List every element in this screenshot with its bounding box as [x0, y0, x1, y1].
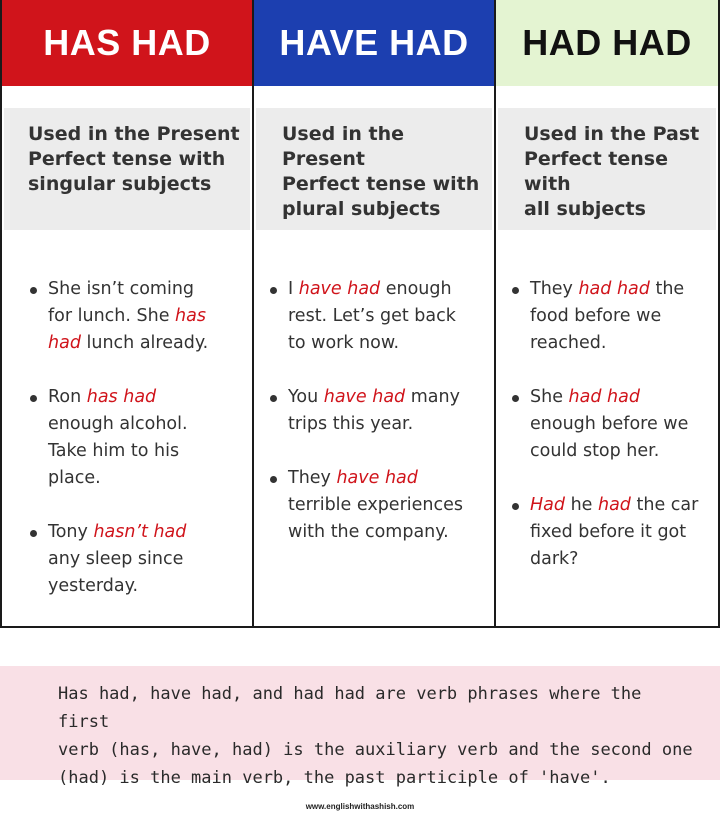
example-item	[2, 519, 252, 600]
example-text: yesterday.	[48, 576, 139, 596]
highlighted-verb: has	[175, 306, 206, 326]
example-item	[496, 276, 718, 357]
subtitle-line: Used in the Present	[282, 123, 404, 170]
subtitle-line: singular subjects	[28, 173, 212, 195]
note-line: (had) is the main verb, the past participle of 'have'.	[58, 768, 611, 788]
example-text: She	[530, 387, 569, 407]
highlighted-verb: had had	[568, 387, 640, 407]
bullet-icon	[512, 287, 519, 294]
example-item	[254, 276, 494, 357]
column-had-had	[494, 0, 720, 626]
example-text: dark?	[530, 549, 579, 569]
column-has-had	[0, 0, 252, 626]
example-text: could stop her.	[530, 441, 660, 461]
note-line: verb (has, have, had) is the auxiliary verb and the second one	[58, 740, 693, 760]
column-have-had	[252, 0, 494, 626]
highlighted-verb: have had	[323, 387, 406, 407]
example-item	[496, 492, 718, 573]
example-text: many	[405, 387, 460, 407]
summary-note	[0, 666, 720, 788]
subtitle-line: Perfect tense with	[28, 148, 226, 170]
example-text: reached.	[530, 333, 607, 353]
highlighted-verb: has had	[86, 387, 157, 407]
highlighted-verb: had had	[578, 279, 650, 299]
highlighted-verb: have had	[336, 468, 418, 488]
subtitle-line: Perfect tense with	[524, 148, 668, 195]
column-subtitle	[256, 108, 492, 230]
footer-website: www.englishwithashish.com	[305, 802, 415, 811]
bullet-icon	[30, 530, 37, 537]
subtitle-line: Perfect tense with	[282, 173, 480, 195]
example-text: with the company.	[288, 522, 449, 542]
bullet-icon	[270, 287, 277, 294]
bullet-icon	[270, 395, 277, 402]
example-text: You	[288, 387, 324, 407]
highlighted-verb: had	[48, 333, 81, 353]
example-list	[2, 276, 252, 627]
bullet-icon	[30, 395, 37, 402]
example-text: enough alcohol.	[48, 414, 188, 434]
example-text: the car	[630, 495, 699, 515]
highlighted-verb: have had	[298, 279, 381, 299]
example-text: Take him to his	[48, 441, 180, 461]
bullet-icon	[512, 395, 519, 402]
example-text: Ron	[48, 387, 87, 407]
example-text: he	[565, 495, 598, 515]
example-text: enough before we	[530, 414, 689, 434]
subtitle-line: Used in the Present	[28, 123, 240, 145]
bullet-icon	[512, 503, 519, 510]
subtitle-line: plural subjects	[282, 198, 441, 220]
column-title: HAS HAD	[2, 0, 252, 86]
example-item	[2, 276, 252, 357]
example-text: She isn’t coming	[48, 279, 195, 299]
example-item	[254, 465, 494, 546]
example-text: place.	[48, 468, 101, 488]
example-text: They	[530, 279, 579, 299]
example-text: lunch already.	[80, 333, 209, 353]
bullet-icon	[30, 287, 37, 294]
column-title: HAVE HAD	[254, 0, 494, 86]
example-text: terrible experiences	[288, 495, 463, 515]
column-subtitle	[4, 108, 250, 230]
highlighted-verb: Had	[530, 495, 565, 515]
subtitle-line: Used in the Past	[524, 123, 700, 145]
example-text: trips this year.	[288, 414, 414, 434]
example-item	[496, 384, 718, 465]
note-line: Has had, have had, and had had are verb phrases where the first	[58, 684, 642, 732]
example-text: I	[288, 279, 299, 299]
example-list	[254, 276, 494, 573]
example-list	[496, 276, 718, 600]
example-text: the	[649, 279, 685, 299]
example-text: for lunch. She	[48, 306, 176, 326]
example-item	[2, 384, 252, 492]
example-text: enough	[380, 279, 452, 299]
example-text: to work now.	[288, 333, 400, 353]
example-item	[254, 384, 494, 438]
bullet-icon	[270, 476, 277, 483]
highlighted-verb: hasn’t had	[93, 522, 187, 542]
example-text: fixed before it got	[530, 522, 687, 542]
example-text: Tony	[48, 522, 94, 542]
example-text: They	[288, 468, 337, 488]
highlighted-verb: had	[597, 495, 631, 515]
example-text: food before we	[530, 306, 662, 326]
column-subtitle	[498, 108, 716, 230]
subtitle-line: all subjects	[524, 198, 646, 220]
example-text: rest. Let’s get back	[288, 306, 456, 326]
column-title: HAD HAD	[496, 0, 718, 86]
example-text: any sleep since	[48, 549, 184, 569]
